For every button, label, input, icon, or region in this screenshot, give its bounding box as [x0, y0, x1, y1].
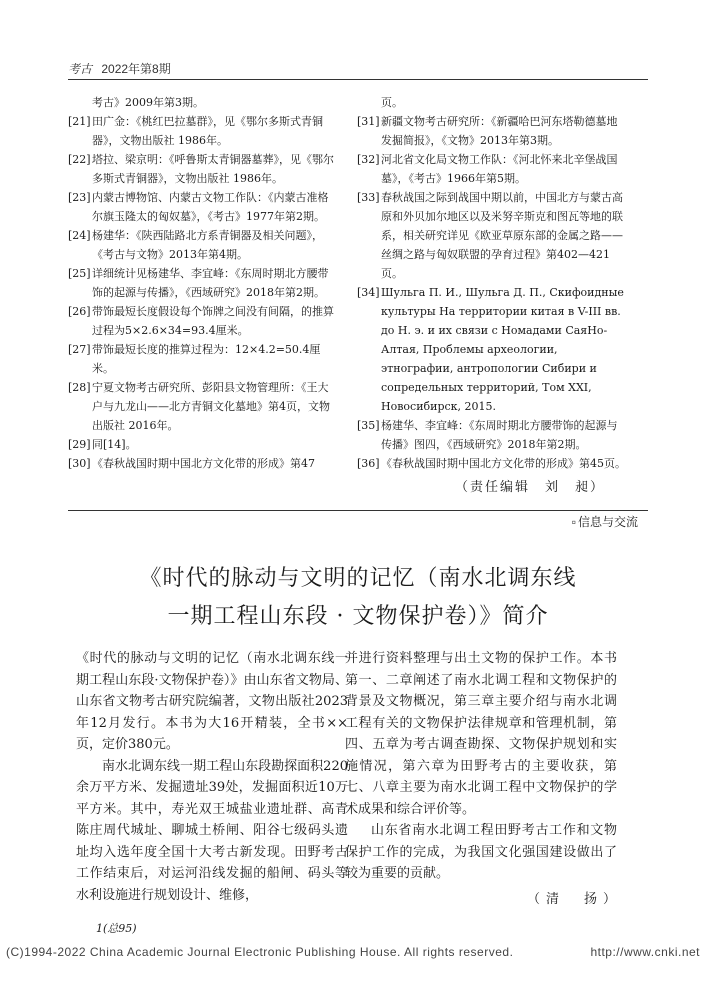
journal-header — [68, 60, 171, 77]
page-number: 1(总95) — [96, 922, 137, 935]
issue-label: 2022年第8期 — [101, 62, 171, 76]
references-right-column — [357, 93, 627, 473]
reference-item: [31] 新疆文物考古研究所：《新疆哈巴河东塔勒德墓地发掘简报》，《文物》2013年第3期。 — [357, 115, 618, 147]
reference-item: [27] 带饰最短长度的推算过程为：12×4.2=50.4厘米。 — [68, 343, 321, 375]
reference-item: [36] 《春秋战国时期中国北方文化带的形成》第45页。 — [357, 457, 626, 470]
footer-url[interactable]: http://www.cnki.net — [590, 945, 700, 959]
body-paragraph: 南水北调东线一期工程山东段勘探面积220余万平方米、发掘遗址39处，发掘面积近10万平方米。其中，寿光双王城盐业遗址群、高青陈庄周代城址、聊城土桥闸、阳谷七级码头遗址均入选年度全国十大考古新发现。田野考古工作结束后，对运河沿线发掘的船闸、码头等水利设施进行规划设计、维修， — [76, 758, 348, 903]
reference-item: [21] 田广金：《桃红巴拉墓群》，见《鄂尔多斯式青铜器》，文物出版社 1986年。 — [68, 115, 323, 147]
article-title — [68, 560, 648, 636]
journal-logo: 考古 — [68, 62, 93, 76]
reference-item: 页。 — [381, 96, 403, 109]
reference-item: 考古》2009年第3期。 — [92, 96, 204, 109]
body-paragraph: 并进行资料整理与出土文物的保护工作。本书第一、二章阐述了南水北调工程和文物保护的背景及文物概况，第三章主要介绍与南水北调工程有关的文物保护法律规章和管理机制，第四、五章为考古调查勘探、文物保护规划和实施情况，第六章为田野考古的主要收获，第七、八章主要为南水北调工程中文物保护的学术成果和综合评价等。 — [345, 651, 617, 817]
reference-item: [32] 河北省文化局文物工作队：《河北怀来北辛堡战国墓》，《考古》1966年第5期。 — [357, 153, 618, 185]
article-signature: （清 扬） — [527, 892, 623, 907]
article-body-left — [76, 648, 348, 906]
article-title-line-1: 《时代的脉动与文明的记忆（南水北调东线 — [139, 566, 577, 591]
article-title-line-2: 一期工程山东段 · 文物保护卷）》简介 — [167, 604, 549, 629]
reference-item: [28] 宁夏文物考古研究所、彭阳县文物管理所：《王大户与九龙山——北方青铜文化墓地》第4页，文物出版社 2016年。 — [68, 381, 330, 432]
footer — [6, 945, 706, 959]
reference-item: [30] 《春秋战国时期中国北方文化带的形成》第47 — [68, 457, 315, 470]
body-paragraph: 山东省南水北调工程田野考古工作和文物保护工作的完成，为我国文化强国建设做出了较为重要的贡献。 — [345, 823, 617, 881]
reference-item: [26] 带饰最短长度假设每个饰牌之间没有间隔，的推算过程为5×2.6×34=93.4厘米。 — [68, 305, 334, 337]
section-tag: ▫ 信息与交流 — [572, 513, 638, 530]
editor-credit: （责任编辑 刘 昶） — [455, 480, 606, 495]
reference-item: [29] 同[14]。 — [68, 438, 137, 451]
reference-item: [24] 杨建华：《陕西陆路北方系青铜器及相关问题》，《考古与文物》2013年第4期。 — [68, 229, 323, 261]
reference-item: [34] Шульга П. И., Шульга Д. П., Скифоидные культуры На территории китая в V-III вв. до Н. э. и их связи с Номадами СаяНо-Алтая, Проблемы археологии, этнографии, антропологии Сибири и сопредельных территорий, Том XXI, Новосибирск, 2015. — [357, 286, 624, 413]
reference-item: [23] 内蒙古博物馆、内蒙古文物工作队：《内蒙古准格尔旗玉隆太的匈奴墓》，《考古》1977年第2期。 — [68, 191, 329, 223]
footer-copyright: (C)1994-2022 China Academic Journal Electronic Publishing House. All rights reserved. — [6, 945, 514, 959]
references-left-column — [68, 93, 338, 473]
reference-item: [25] 详细统计见杨建华、李宜峰：《东周时期北方腰带饰的起源与传播》，《西域研究》2018年第2期。 — [68, 267, 329, 299]
reference-item: [33] 春秋战国之际到战国中期以前，中国北方与蒙古高原和外贝加尔地区以及米努辛斯克和图瓦等地的联系，相关研究详见《欧亚草原东部的金属之路——丝绸之路与匈奴联盟的孕育过程》第402—421页。 — [357, 191, 623, 280]
reference-item: [22] 塔拉、梁京明：《呼鲁斯太青铜器墓葬》，见《鄂尔多斯式青铜器》，文物出版社 1986年。 — [68, 153, 334, 185]
article-body-right — [345, 648, 617, 885]
section-divider — [68, 510, 648, 511]
body-paragraph: 《时代的脉动与文明的记忆（南水北调东线一期工程山东段·文物保护卷）》由山东省文物局、山东省文物考古研究院编著，文物出版社2023年12月发行。本书为大16开精装，全书××页，定价380元。 — [76, 651, 348, 752]
reference-item: [35] 杨建华、李宜峰：《东周时期北方腰带饰的起源与传播》图四，《西域研究》2018年第2期。 — [357, 419, 618, 451]
header-divider — [68, 79, 648, 80]
